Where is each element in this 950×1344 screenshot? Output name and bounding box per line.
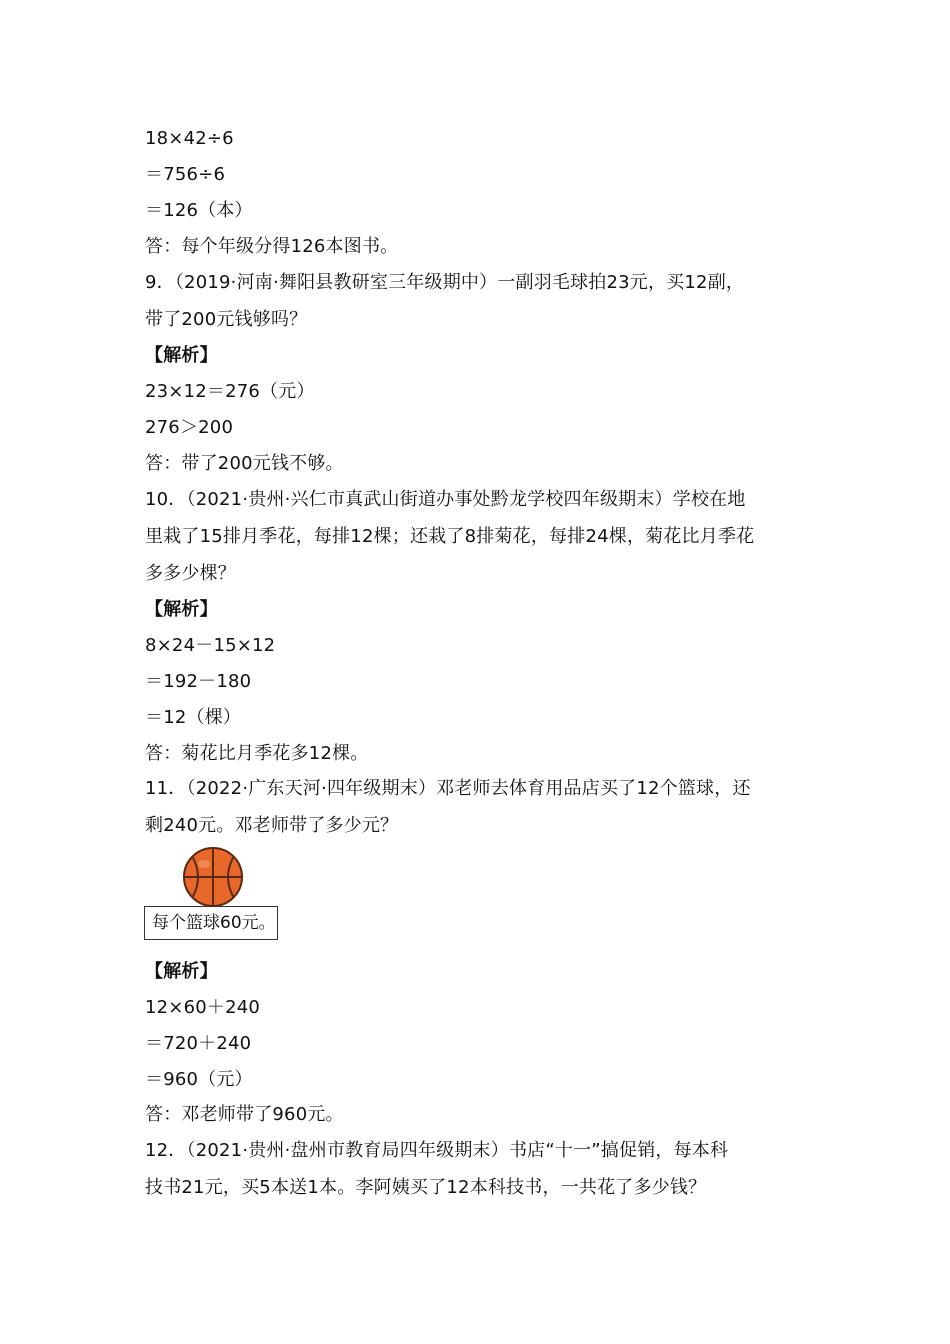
answer-line: 答：菊花比月季花多12棵。: [145, 743, 369, 764]
question-10-text: 多多少棵？: [145, 563, 236, 584]
calc-line: 8×24－15×12: [145, 635, 276, 656]
price-caption: 每个篮球60元。: [152, 913, 276, 933]
answer-line: 答：邓老师带了960元。: [145, 1104, 344, 1125]
calc-line: ＝960（元）: [145, 1069, 253, 1090]
calc-line: 18×42÷6: [145, 128, 234, 149]
question-11-text: 剩240元。邓老师带了多少元？: [145, 815, 399, 836]
price-label-box: [144, 906, 278, 940]
calc-line: ＝756÷6: [145, 164, 226, 185]
question-12-text: 12．（2021·贵州·盘州市教育局四年级期末）书店“十一”搞促销，每本科: [145, 1140, 729, 1161]
calc-line: 276＞200: [145, 417, 234, 438]
basketball-icon: [182, 846, 244, 908]
question-12-text: 技书21元，买5本送1本。李阿姨买了12本科技书，一共花了多少钱？: [145, 1177, 707, 1198]
calc-line: 23×12＝276（元）: [145, 381, 315, 402]
answer-line: 答：每个年级分得126本图书。: [145, 236, 399, 257]
answer-line: 答：带了200元钱不够。: [145, 453, 344, 474]
analysis-heading: 【解析】: [145, 345, 218, 366]
analysis-heading: 【解析】: [145, 599, 218, 620]
calc-line: 12×60＋240: [145, 997, 261, 1018]
question-10-text: 里栽了15排月季花，每排12棵；还栽了8排菊花，每排24棵，菊花比月季花: [145, 526, 755, 547]
calc-line: ＝12（棵）: [145, 707, 242, 728]
question-11-text: 11．（2022·广东天河·四年级期末）邓老师去体育用品店买了12个篮球，还: [145, 778, 751, 799]
calc-line: ＝720＋240: [145, 1033, 252, 1054]
calc-line: ＝192－180: [145, 671, 252, 692]
question-9-text: 带了200元钱够吗？: [145, 309, 308, 330]
question-10-text: 10．（2021·贵州·兴仁市真武山街道办事处黔龙学校四年级期末）学校在地: [145, 489, 746, 510]
question-9-text: 9．（2019·河南·舞阳县教研室三年级期中）一副羽毛球拍23元，买12副，: [145, 272, 745, 293]
basketball-figure: [144, 846, 284, 944]
calc-line: ＝126（本）: [145, 200, 253, 221]
analysis-heading: 【解析】: [145, 961, 218, 982]
